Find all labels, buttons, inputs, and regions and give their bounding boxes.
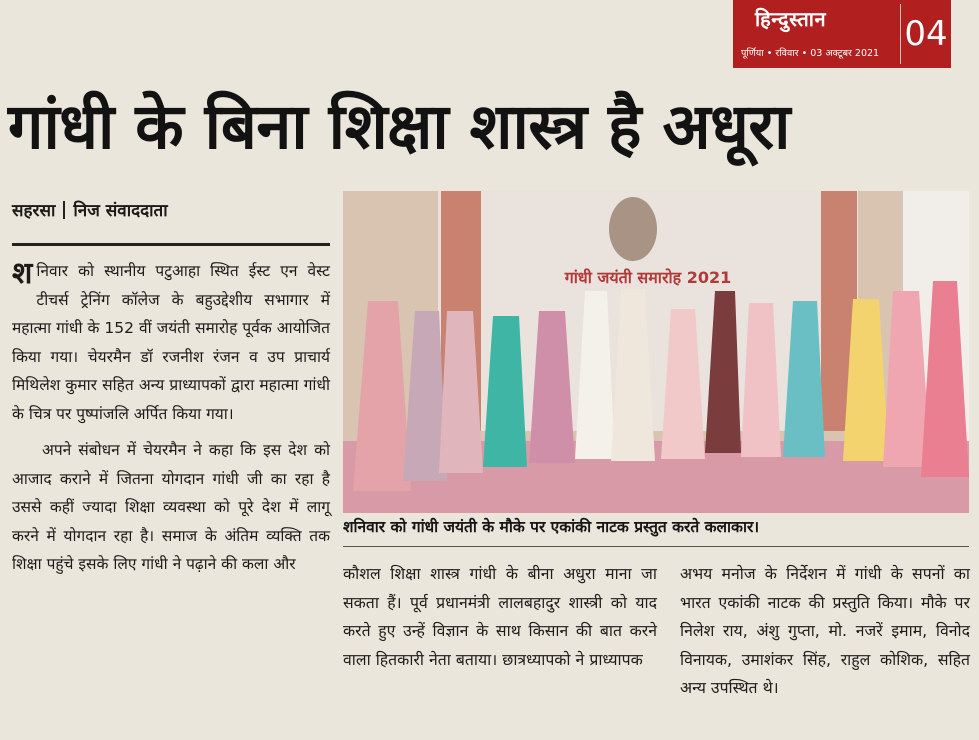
article-column-1 [12,257,330,579]
backdrop-banner-text: गांधी जयंती समारोह 2021 [564,268,732,287]
paragraph-2: अपने संबोधन में चेयरमैन ने कहा कि इस देश को आजाद कराने में जितना योगदान गांधी जी का रहा है उससे कहीं ज्यादा शिक्षा व्यवस्था को पूरे देश में लागू करने में योगदान रहा है। समाज के अंतिम व्यक्ति तक शिक्षा पहुंचे इसके लिए गांधी ने पढ़ाने की कला और [12,441,330,573]
byline-place: सहरसा [12,201,56,221]
headline: गांधी के बिना शिक्षा शास्त्र है अधूरा [8,90,790,163]
masthead-brand: हिन्दुस्तान [755,7,827,31]
caption-rule [343,546,969,547]
masthead-dateline: पूर्णिया • रविवार • 03 अक्टूबर 2021 [741,48,880,59]
article-column-2 [343,560,657,674]
byline-reporter: निज संवाददाता [73,201,168,221]
byline [12,198,168,221]
dropcap: श [12,256,33,291]
byline-rule [12,243,330,246]
column-3-text: अभय मनोज के निर्देशन में गांधी के सपनों का भारत एकांकी नाटक की प्रस्तुति किया। मौके पर निलेश राय, अंशु गुप्ता, मो. नजरें इमाम, विनोद विनायक, उमाशंकर सिंह, राहुल कोशिक, सहित अन्य उपस्थित थे। [680,564,970,697]
gandhi-portrait [609,197,657,261]
paragraph-1-text: निवार को स्थानीय पटुआहा स्थित ईस्ट एन वेस्ट टीचर्स ट्रेनिंग कॉलेज के बहुउद्देशीय सभागार में महात्मा गांधी के 152 वीं जयंती समारोह पूर्वक आयोजित किया गया। चेयरमैन डॉ रजनीश रंजन व उप प्राचार्य मिथिलेश कुमार सहित अन्य प्राध्यापकों द्वारा महात्मा गांधी के चित्र पर पुष्पांजलि अर्पित किया गया। [12,262,330,423]
photo-caption: शनिवार को गांधी जयंती के मौके पर एकांकी नाटक प्रस्तुत करते कलाकार। [343,518,760,536]
page-number: 04 [900,4,951,64]
column-2-text: कौशल शिक्षा शास्त्र गांधी के बीना अधुरा माना जा सकता हैं। पूर्व प्रधानमंत्री लालबहादुर शास्त्री को याद करते हुए उन्हें विज्ञान के साथ किसान की बात करने वाला हितकारी नेता बताया। छात्रध्यापको ने प्राध्यापक [343,564,657,669]
byline-separator [63,201,65,219]
article-column-3 [680,560,970,703]
masthead [733,0,951,68]
photo-scene [343,191,969,513]
paragraph-1 [12,257,330,428]
event-photo [343,191,969,513]
